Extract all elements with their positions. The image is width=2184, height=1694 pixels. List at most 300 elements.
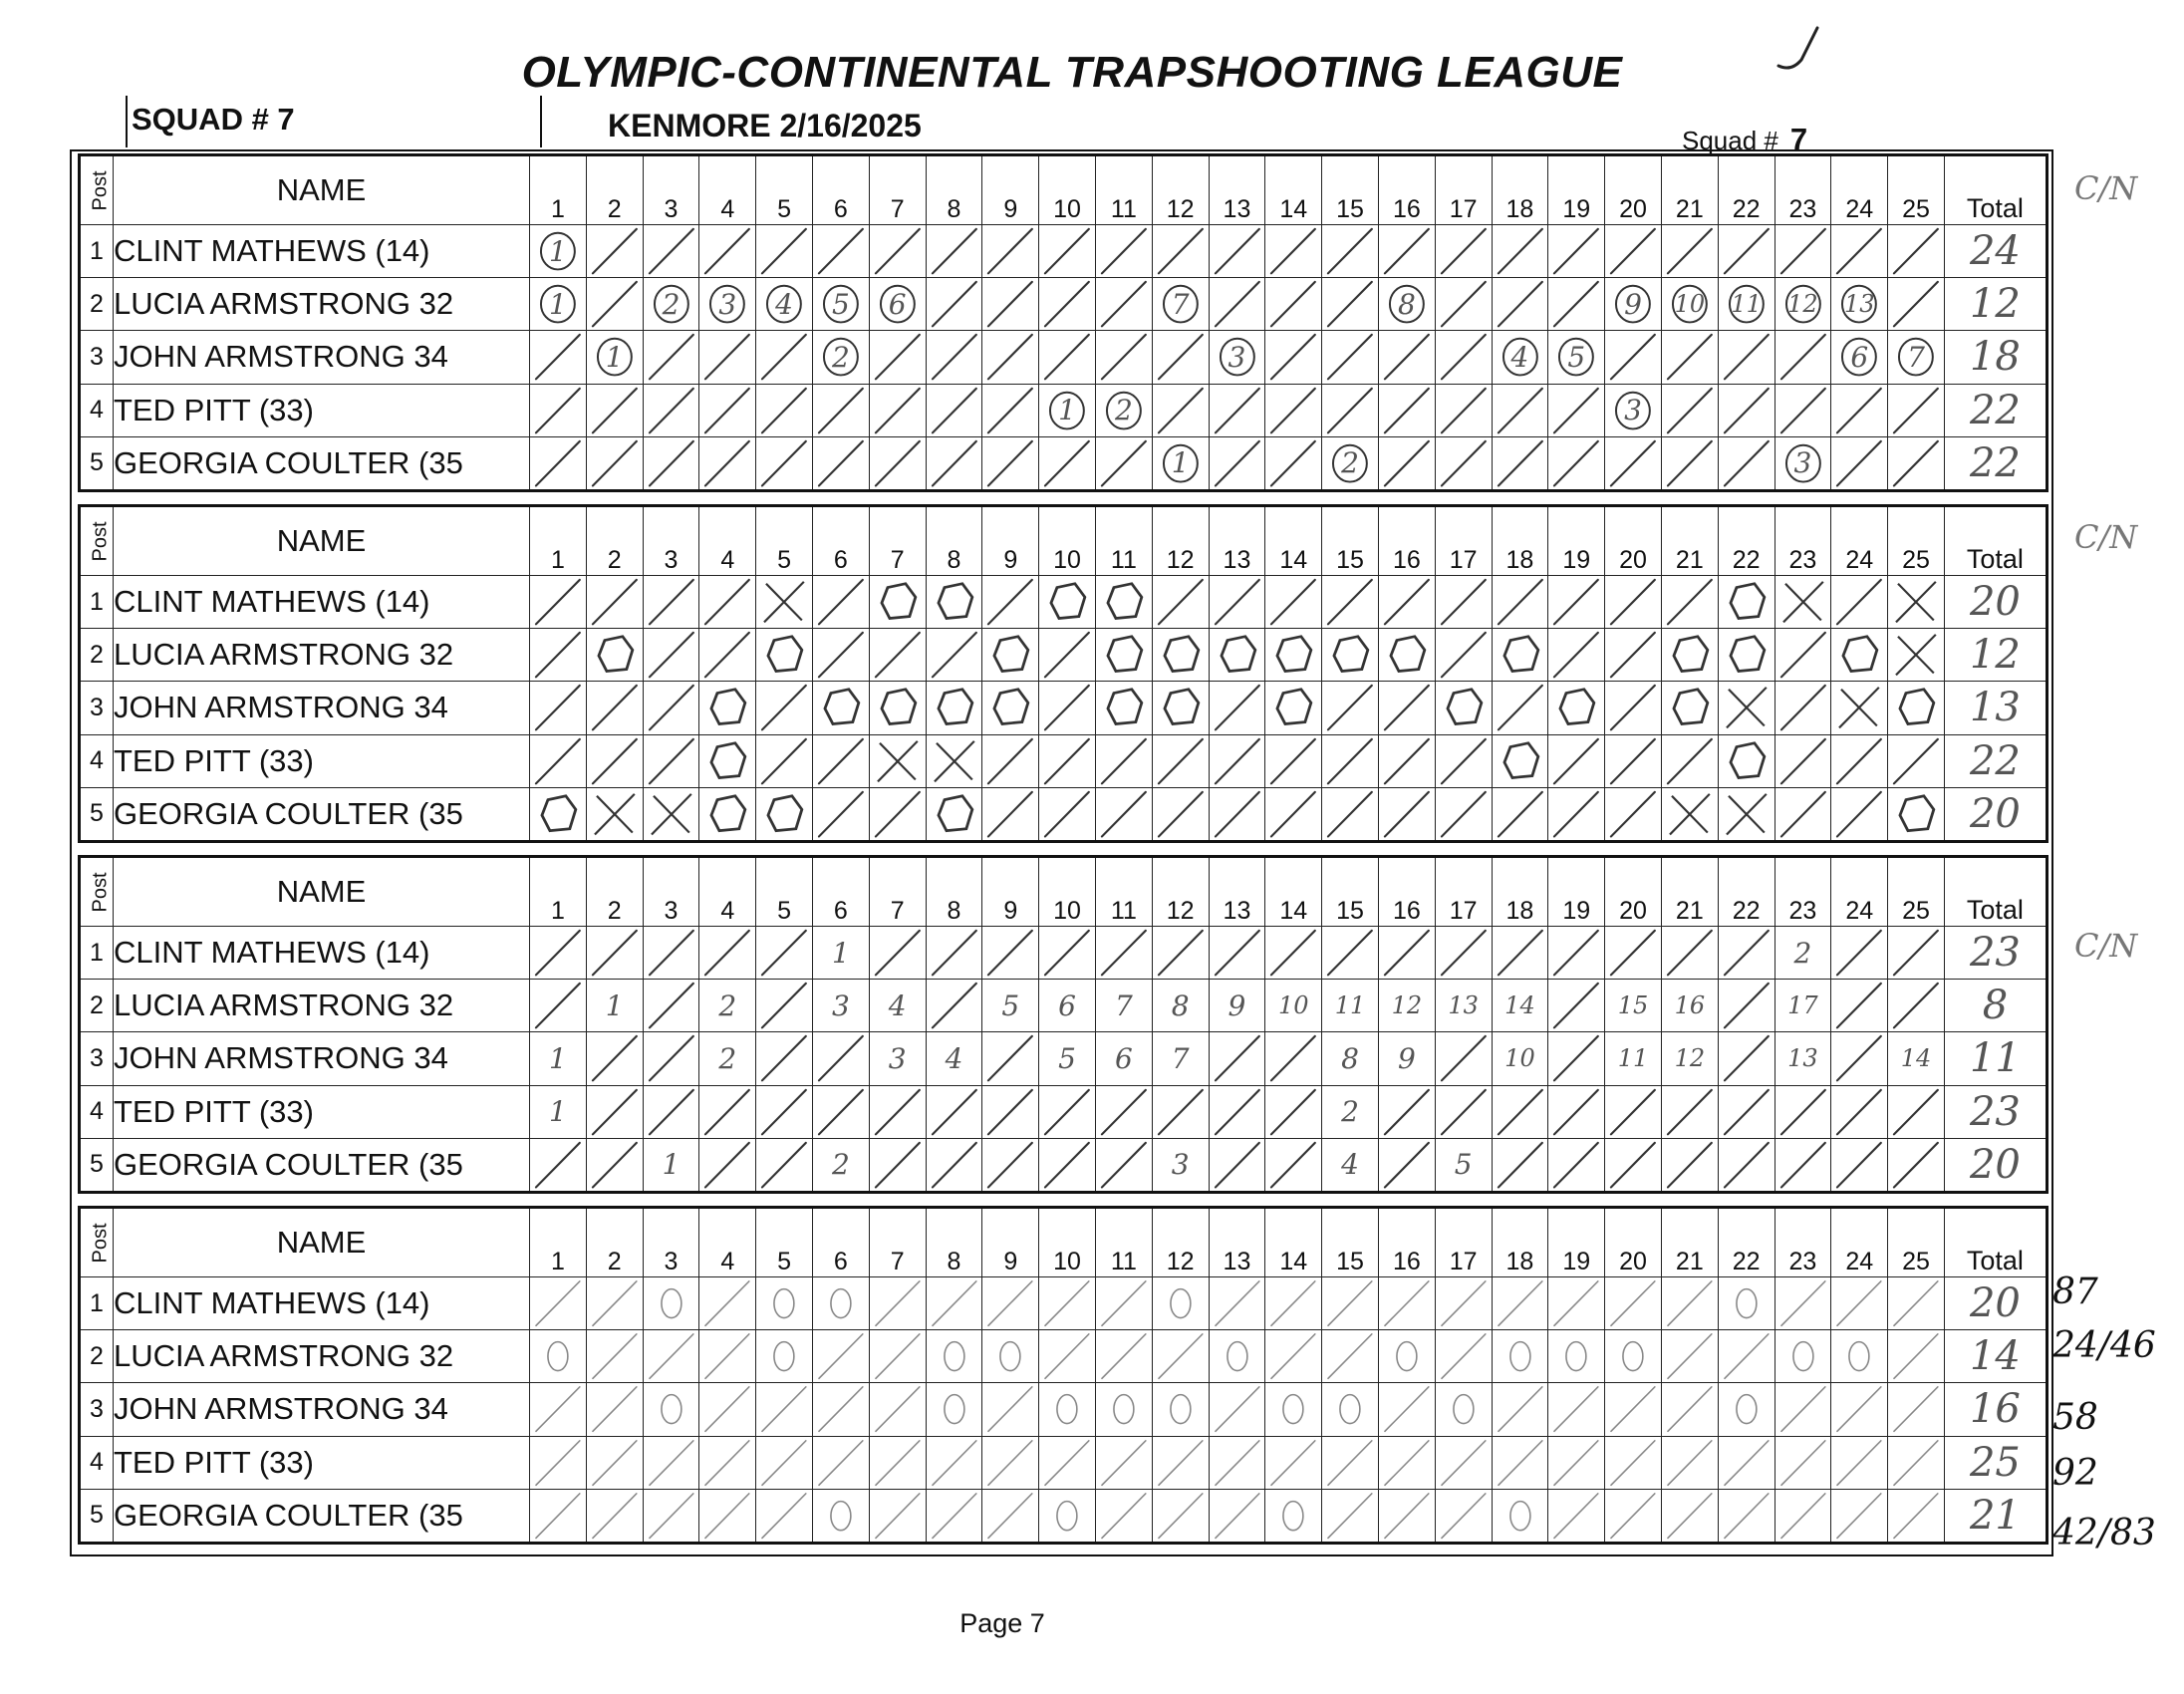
- target-score-cell: [1774, 734, 1831, 787]
- hit-slash-mark: [699, 331, 755, 383]
- miss-circle-mark: [1039, 576, 1095, 628]
- hit-slash-mark: [1265, 385, 1321, 436]
- target-score-cell: [869, 927, 926, 980]
- target-score-cell: [1209, 1489, 1265, 1543]
- target-number-header: 5: [756, 155, 813, 225]
- hit-slash-mark: [870, 437, 926, 489]
- hit-slash-mark: [587, 682, 643, 733]
- shooter-row: [80, 1330, 2048, 1383]
- miss-circle-mark: [1831, 1330, 1887, 1382]
- target-score-cell: [1605, 629, 1662, 682]
- target-score-cell: [812, 1085, 869, 1138]
- miss-count-number: 6: [1114, 1041, 1133, 1075]
- miss-count-number: 2: [1793, 936, 1812, 970]
- target-score-cell: [1831, 1277, 1888, 1330]
- hit-slash-mark: [530, 1437, 586, 1489]
- hit-slash-mark: [1662, 225, 1718, 277]
- hit-slash-mark: [1493, 1086, 1548, 1138]
- miss-circle-mark: [1548, 1330, 1604, 1382]
- target-score-cell: [643, 331, 699, 384]
- target-number-header: 4: [699, 857, 756, 927]
- miss-circle-mark: [1662, 682, 1718, 733]
- target-score-cell: [1718, 980, 1774, 1032]
- miss-x-mark: [927, 735, 982, 787]
- shooter-row: [80, 1277, 2048, 1330]
- miss-count-number: 1: [605, 988, 624, 1022]
- miss-circle-mark: [1322, 629, 1378, 681]
- hit-slash-mark: [699, 1139, 755, 1191]
- target-score-cell: [812, 1436, 869, 1489]
- target-score-cell: [1039, 629, 1096, 682]
- target-score-cell: [1378, 927, 1435, 980]
- target-score-cell: [643, 927, 699, 980]
- hit-slash-mark: [1039, 1277, 1095, 1329]
- target-score-cell: [982, 1489, 1039, 1543]
- target-score-cell: [643, 1138, 699, 1192]
- target-number-header: 5: [756, 506, 813, 576]
- target-number-header: 2: [586, 1208, 643, 1277]
- target-score-cell: [869, 1277, 926, 1330]
- round-total-cell: [1944, 1085, 2047, 1138]
- hit-slash-mark: [530, 1139, 586, 1191]
- hit-slash-mark: [1436, 1277, 1492, 1329]
- hit-slash-mark: [1153, 385, 1209, 436]
- target-score-cell: [1492, 1489, 1548, 1543]
- miss-circle-mark: [1719, 629, 1774, 681]
- target-score-cell: [1718, 1489, 1774, 1543]
- miss-x-mark: [1719, 682, 1774, 733]
- squad-label: SQUAD # 7: [132, 102, 295, 137]
- total-header: Total: [1944, 1208, 2047, 1277]
- round-total-value: 14: [1969, 1333, 2021, 1380]
- target-score-cell: [1322, 1138, 1379, 1192]
- target-score-cell: [756, 682, 813, 734]
- target-score-cell: [1265, 734, 1322, 787]
- target-score-cell: [1378, 1032, 1435, 1085]
- target-number-header: 8: [926, 1208, 982, 1277]
- target-score-cell: [1039, 682, 1096, 734]
- target-score-cell: [1265, 1383, 1322, 1436]
- target-score-cell: [643, 682, 699, 734]
- hit-slash-mark: [1039, 1437, 1095, 1489]
- hit-slash-mark: [982, 1383, 1038, 1435]
- hit-slash-mark: [1831, 1086, 1887, 1138]
- target-score-cell: [1774, 1489, 1831, 1543]
- round-margin-initials: C/N: [2074, 927, 2138, 965]
- miss-circle-mark: [1096, 1383, 1152, 1435]
- target-score-cell: [756, 1277, 813, 1330]
- shooter-name: LUCIA ARMSTRONG 32: [114, 1330, 530, 1383]
- target-score-cell: [1095, 436, 1152, 490]
- target-score-cell: [1265, 1138, 1322, 1192]
- hit-slash-mark: [1548, 1139, 1604, 1191]
- target-number-header: 18: [1492, 1208, 1548, 1277]
- target-score-cell: [1888, 1277, 1945, 1330]
- hit-slash-mark: [1888, 927, 1944, 979]
- hit-slash-mark: [982, 1086, 1038, 1138]
- target-score-cell: [756, 331, 813, 384]
- hit-slash-mark: [1210, 385, 1265, 436]
- target-score-cell: [1265, 1330, 1322, 1383]
- target-score-cell: [1265, 278, 1322, 331]
- target-number-header: 8: [926, 506, 982, 576]
- hit-slash-mark: [587, 927, 643, 979]
- hit-slash-mark: [1039, 682, 1095, 733]
- target-score-cell: [1548, 682, 1605, 734]
- target-score-cell: [1492, 278, 1548, 331]
- hit-slash-mark: [870, 1383, 926, 1435]
- target-score-cell: [1605, 1489, 1662, 1543]
- hit-slash-mark: [982, 735, 1038, 787]
- target-score-cell: [1831, 1489, 1888, 1543]
- target-score-cell: [1152, 1138, 1209, 1192]
- hit-slash-mark: [1775, 1437, 1831, 1489]
- target-score-cell: [1435, 1489, 1492, 1543]
- target-score-cell: [1774, 927, 1831, 980]
- target-number-header: 11: [1095, 1208, 1152, 1277]
- hit-slash-mark: [1096, 927, 1152, 979]
- target-number-header: 23: [1774, 857, 1831, 927]
- hit-slash-mark: [756, 1086, 812, 1138]
- hit-slash-mark: [1039, 735, 1095, 787]
- target-score-cell: [812, 436, 869, 490]
- target-score-cell: [530, 576, 587, 629]
- hit-slash-mark: [1322, 225, 1378, 277]
- post-number: 4: [80, 1436, 114, 1489]
- hit-slash-mark: [1436, 278, 1492, 330]
- hit-slash-mark: [1605, 927, 1661, 979]
- target-score-cell: [1152, 1436, 1209, 1489]
- target-score-cell: [1605, 384, 1662, 436]
- miss-circle-mark: [1719, 1383, 1774, 1435]
- hit-slash-mark: [1322, 385, 1378, 436]
- target-number-header: 16: [1378, 857, 1435, 927]
- target-score-cell: [812, 629, 869, 682]
- hit-slash-mark: [1210, 735, 1265, 787]
- target-score-cell: [1209, 1032, 1265, 1085]
- target-number-header: 9: [982, 506, 1039, 576]
- miss-count-number: 7: [1171, 1041, 1190, 1075]
- hit-slash-mark: [870, 927, 926, 979]
- miss-count-number: 14: [1504, 991, 1535, 1020]
- target-number-header: 12: [1152, 155, 1209, 225]
- target-score-cell: [982, 927, 1039, 980]
- target-score-cell: [530, 629, 587, 682]
- hit-slash-mark: [756, 385, 812, 436]
- miss-count-number: 14: [1900, 1044, 1932, 1073]
- target-number-header: 22: [1718, 506, 1774, 576]
- hit-slash-mark: [756, 1437, 812, 1489]
- hit-slash-mark: [699, 927, 755, 979]
- target-score-cell: [1718, 436, 1774, 490]
- miss-count-number: 10: [1674, 290, 1706, 319]
- hit-slash-mark: [1265, 788, 1321, 840]
- hit-slash-mark: [1605, 225, 1661, 277]
- target-score-cell: [1435, 225, 1492, 278]
- target-score-cell: [1831, 1330, 1888, 1383]
- miss-count-number: 6: [888, 287, 907, 321]
- round-block: [78, 504, 2046, 843]
- target-score-cell: [1492, 225, 1548, 278]
- round-block: [78, 1206, 2046, 1545]
- miss-count-number: 11: [1617, 1044, 1649, 1073]
- hit-slash-mark: [1831, 1139, 1887, 1191]
- target-score-cell: [1209, 787, 1265, 841]
- target-score-cell: [1265, 927, 1322, 980]
- round-total-value: 22: [1969, 439, 2021, 486]
- target-score-cell: [1039, 1383, 1096, 1436]
- miss-count-number: 7: [1907, 340, 1925, 374]
- hit-slash-mark: [1379, 225, 1435, 277]
- hit-slash-mark: [587, 385, 643, 436]
- miss-count-number: 3: [1171, 1148, 1190, 1182]
- hit-slash-mark: [644, 735, 699, 787]
- target-number-header: 3: [643, 857, 699, 927]
- hit-slash-mark: [870, 1490, 926, 1542]
- target-score-cell: [1718, 331, 1774, 384]
- hit-slash-mark: [1548, 1086, 1604, 1138]
- target-score-cell: [1888, 1489, 1945, 1543]
- target-score-cell: [1605, 1436, 1662, 1489]
- target-number-header: 20: [1605, 1208, 1662, 1277]
- target-score-cell: [530, 1330, 587, 1383]
- target-score-cell: [1378, 1330, 1435, 1383]
- target-score-cell: [1435, 1085, 1492, 1138]
- page-number: Page 7: [959, 1608, 1045, 1638]
- hit-slash-mark: [1605, 1277, 1661, 1329]
- shooter-row: [80, 927, 2048, 980]
- target-score-cell: [1661, 278, 1718, 331]
- target-number-header: 7: [869, 857, 926, 927]
- target-score-cell: [756, 1489, 813, 1543]
- hit-slash-mark: [1096, 1277, 1152, 1329]
- target-score-cell: [1265, 331, 1322, 384]
- hit-slash-mark: [530, 927, 586, 979]
- target-score-cell: [530, 927, 587, 980]
- target-number-header: 15: [1322, 857, 1379, 927]
- target-number-header: 21: [1661, 857, 1718, 927]
- target-score-cell: [643, 1489, 699, 1543]
- hit-slash-mark: [1322, 576, 1378, 628]
- hit-slash-mark: [699, 1277, 755, 1329]
- target-score-cell: [982, 682, 1039, 734]
- target-score-cell: [1152, 629, 1209, 682]
- hit-slash-mark: [1775, 735, 1831, 787]
- target-number-header: 9: [982, 1208, 1039, 1277]
- target-score-cell: [699, 278, 756, 331]
- round-total-cell: [1944, 576, 2047, 629]
- target-score-cell: [586, 927, 643, 980]
- handwritten-tally: 87: [2052, 1271, 2098, 1312]
- target-number-header: 7: [869, 1208, 926, 1277]
- hit-slash-mark: [1831, 437, 1887, 489]
- target-score-cell: [1831, 787, 1888, 841]
- round-total-value: 20: [1969, 1141, 2021, 1188]
- miss-circle-mark: [813, 682, 869, 733]
- round-block: [78, 855, 2046, 1194]
- target-score-cell: [643, 734, 699, 787]
- hit-slash-mark: [813, 788, 869, 840]
- miss-count-number: 4: [1510, 340, 1529, 374]
- target-score-cell: [1265, 576, 1322, 629]
- miss-circle-mark: [1322, 1383, 1378, 1435]
- hit-slash-mark: [1096, 278, 1152, 330]
- miss-circle-mark: [1493, 735, 1548, 787]
- target-score-cell: [982, 787, 1039, 841]
- miss-circle-mark: [1153, 1277, 1209, 1329]
- target-score-cell: [1492, 1032, 1548, 1085]
- hit-slash-mark: [756, 225, 812, 277]
- shooter-name: TED PITT (33): [114, 384, 530, 436]
- target-number-header: 22: [1718, 155, 1774, 225]
- miss-count-number: 5: [831, 287, 850, 321]
- hit-slash-mark: [1719, 385, 1774, 436]
- hit-slash-mark: [1775, 331, 1831, 383]
- hit-slash-mark: [1265, 331, 1321, 383]
- total-header: Total: [1944, 155, 2047, 225]
- target-score-cell: [982, 1383, 1039, 1436]
- hit-slash-mark: [587, 1490, 643, 1542]
- miss-circle-mark: [927, 1330, 982, 1382]
- target-number-header: 11: [1095, 506, 1152, 576]
- hit-slash-mark: [982, 1032, 1038, 1084]
- target-number-header: 11: [1095, 857, 1152, 927]
- target-number-header: 5: [756, 857, 813, 927]
- round-total-value: 18: [1969, 334, 2021, 381]
- target-score-cell: [1322, 1277, 1379, 1330]
- hit-slash-mark: [1775, 1139, 1831, 1191]
- hit-slash-mark: [1153, 225, 1209, 277]
- hit-slash-mark: [756, 927, 812, 979]
- hit-slash-mark: [1436, 629, 1492, 681]
- target-score-cell: [1718, 1383, 1774, 1436]
- hit-slash-mark: [1493, 1139, 1548, 1191]
- hit-slash-mark: [1605, 629, 1661, 681]
- target-score-cell: [1265, 1277, 1322, 1330]
- target-score-cell: [1152, 1032, 1209, 1085]
- hit-slash-mark: [1548, 1277, 1604, 1329]
- hit-slash-mark: [1888, 385, 1944, 436]
- miss-count-number: 16: [1674, 991, 1706, 1020]
- miss-count-number: 5: [1001, 988, 1020, 1022]
- target-number-header: 12: [1152, 506, 1209, 576]
- shooter-name: LUCIA ARMSTRONG 32: [114, 629, 530, 682]
- hit-slash-mark: [1493, 682, 1548, 733]
- hit-slash-mark: [1775, 1277, 1831, 1329]
- target-score-cell: [1322, 734, 1379, 787]
- target-number-header: 9: [982, 155, 1039, 225]
- hit-slash-mark: [1605, 1437, 1661, 1489]
- target-number-header: 6: [812, 857, 869, 927]
- hit-slash-mark: [1210, 1277, 1265, 1329]
- target-number-header: 23: [1774, 1208, 1831, 1277]
- round-total-cell: [1944, 436, 2047, 490]
- target-score-cell: [869, 1085, 926, 1138]
- hit-slash-mark: [1210, 1437, 1265, 1489]
- target-number-header: 3: [643, 1208, 699, 1277]
- target-score-cell: [1605, 734, 1662, 787]
- miss-count-number: 11: [1731, 290, 1762, 319]
- hit-slash-mark: [1379, 788, 1435, 840]
- miss-count-number: 10: [1277, 991, 1309, 1020]
- target-score-cell: [982, 436, 1039, 490]
- shooter-name: CLINT MATHEWS (14): [114, 225, 530, 278]
- miss-circle-mark: [530, 1330, 586, 1382]
- miss-count-number: 3: [831, 988, 850, 1022]
- miss-x-mark: [1662, 788, 1718, 840]
- target-number-header: 19: [1548, 155, 1605, 225]
- target-score-cell: [699, 980, 756, 1032]
- miss-count-number: 2: [831, 1148, 850, 1182]
- target-score-cell: [812, 384, 869, 436]
- target-score-cell: [1322, 331, 1379, 384]
- hit-slash-mark: [1775, 1490, 1831, 1542]
- hit-slash-mark: [1719, 331, 1774, 383]
- hit-slash-mark: [530, 1383, 586, 1435]
- round-total-value: 20: [1969, 790, 2021, 837]
- hit-slash-mark: [644, 331, 699, 383]
- hit-slash-mark: [1210, 437, 1265, 489]
- target-score-cell: [1265, 1489, 1322, 1543]
- target-score-cell: [1265, 629, 1322, 682]
- miss-circle-mark: [870, 576, 926, 628]
- hit-slash-mark: [1831, 1437, 1887, 1489]
- target-score-cell: [1548, 980, 1605, 1032]
- target-score-cell: [1039, 576, 1096, 629]
- target-score-cell: [1322, 576, 1379, 629]
- miss-circle-mark: [1379, 1330, 1435, 1382]
- target-score-cell: [756, 1330, 813, 1383]
- hit-slash-mark: [1831, 576, 1887, 628]
- miss-circle-mark: [813, 1490, 869, 1542]
- target-number-header: 1: [530, 1208, 587, 1277]
- target-score-cell: [1605, 1032, 1662, 1085]
- target-number-header: 6: [812, 1208, 869, 1277]
- hit-slash-mark: [1379, 1139, 1435, 1191]
- target-score-cell: [530, 331, 587, 384]
- target-score-cell: [1322, 1032, 1379, 1085]
- hit-slash-mark: [1493, 1437, 1548, 1489]
- target-score-cell: [1774, 787, 1831, 841]
- target-score-cell: [586, 629, 643, 682]
- round-total-cell: [1944, 278, 2047, 331]
- target-score-cell: [812, 1138, 869, 1192]
- miss-x-mark: [1775, 576, 1831, 628]
- target-score-cell: [926, 1138, 982, 1192]
- hit-slash-mark: [1493, 278, 1548, 330]
- hit-slash-mark: [1436, 385, 1492, 436]
- target-score-cell: [1152, 1383, 1209, 1436]
- target-score-cell: [1378, 1085, 1435, 1138]
- miss-circle-mark: [1265, 682, 1321, 733]
- hit-slash-mark: [1379, 1490, 1435, 1542]
- target-score-cell: [586, 384, 643, 436]
- target-score-cell: [1718, 682, 1774, 734]
- post-number: 3: [80, 1383, 114, 1436]
- hit-slash-mark: [1888, 1490, 1944, 1542]
- target-score-cell: [1605, 682, 1662, 734]
- target-score-cell: [1265, 436, 1322, 490]
- target-score-cell: [1152, 734, 1209, 787]
- target-number-header: 13: [1209, 857, 1265, 927]
- hit-slash-mark: [1039, 225, 1095, 277]
- post-number: 1: [80, 576, 114, 629]
- target-score-cell: [1548, 1436, 1605, 1489]
- hit-slash-mark: [1265, 437, 1321, 489]
- hit-slash-mark: [813, 225, 869, 277]
- hit-slash-mark: [699, 437, 755, 489]
- shooter-row: [80, 629, 2048, 682]
